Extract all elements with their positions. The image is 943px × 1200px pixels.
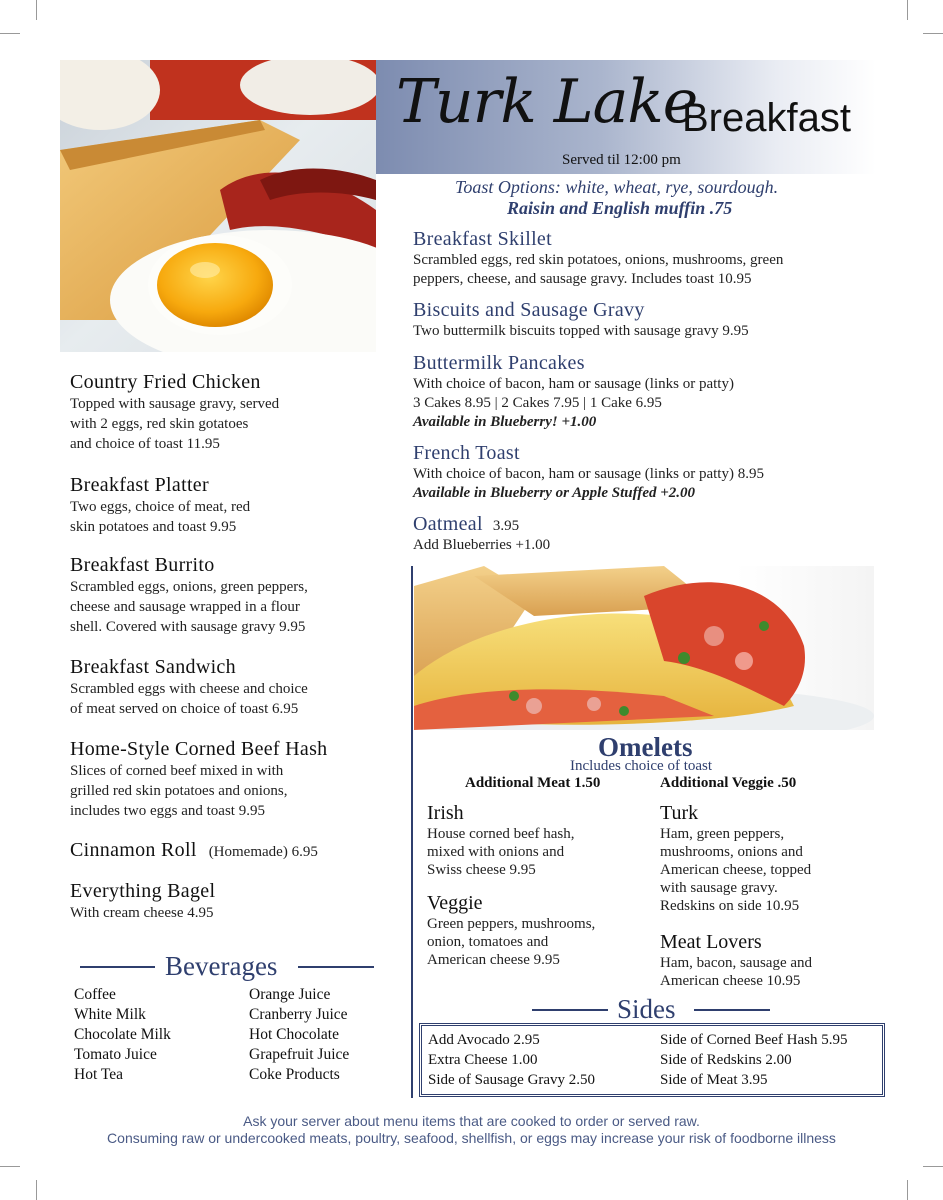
crop-mark [0,33,20,34]
menu-item-french-toast [413,441,873,503]
item-desc: with 2 eggs, red skin gotatoes [70,416,249,432]
item-desc: of meat served on choice of toast 6.95 [70,701,299,717]
item-title: Buttermilk Pancakes [413,352,585,374]
menu-item [70,879,370,923]
menu-item [70,370,370,452]
crop-mark [36,1180,37,1200]
omelet-title: Meat Lovers [660,931,762,953]
beverages-rule-right [298,966,374,968]
item-title: Breakfast Platter [70,474,209,496]
omelet-desc: Swiss cheese 9.95 [427,862,536,878]
crop-mark [36,0,37,20]
beverage-item: Hot Chocolate [249,1026,339,1043]
omelet-desc: Redskins on side 10.95 [660,898,800,914]
omelet-desc: with sausage gravy. [660,880,778,896]
omelet-veggie [427,891,595,969]
sides-heading: Sides [617,994,676,1024]
omelet-desc: mushrooms, onions and [660,844,803,860]
beverage-item: Coke Products [249,1066,340,1083]
item-desc: Two buttermilk biscuits topped with sausage gravy 9.95 [413,323,749,339]
omelet-additional-meat: Additional Meat 1.50 [465,775,601,791]
beverage-item: Orange Juice [249,986,331,1003]
beverage-item: Tomato Juice [74,1046,157,1063]
item-desc: Add Blueberries +1.00 [413,537,551,553]
omelet-desc: mixed with onions and [427,844,565,860]
omelet-turk [660,801,811,915]
omelet-desc: Green peppers, mushrooms, [427,916,596,932]
toast-options: Toast Options: white, wheat, rye, sourdough. [455,177,779,197]
header-title: Breakfast [682,96,851,140]
sides-rule-right [694,1009,770,1011]
beverages-heading: Beverages [165,951,278,981]
item-note: (Homemade) 6.95 [208,844,318,860]
omelet-title: Turk [660,802,699,824]
beverage-item: Coffee [74,986,116,1003]
served-until: Served til 12:00 pm [562,152,681,168]
beverage-item: Grapefruit Juice [249,1046,350,1063]
menu-item-oatmeal [413,512,873,555]
menu-item [70,737,390,821]
omelet-desc: Ham, bacon, sausage and [660,955,813,971]
item-desc: cheese and sausage wrapped in a flour [70,599,300,615]
omelet-title: Veggie [427,892,483,914]
item-title: Breakfast Skillet [413,228,552,250]
menu-item [70,473,370,555]
item-title: Country Fried Chicken [70,371,261,393]
omelet-additional-veggie: Additional Veggie .50 [660,775,797,791]
item-note: Available in Blueberry or Apple Stuffed +2.00 [413,485,696,501]
crop-mark [907,0,908,20]
item-note: Available in Blueberry! +1.00 [413,414,597,430]
beverages-col-1 [74,985,171,1085]
sides-rule-left [532,1009,608,1011]
side-item: Add Avocado 2.95 [428,1032,540,1048]
sides-col-2 [660,1030,847,1090]
menu-item [70,838,390,862]
item-desc: Two eggs, choice of meat, red [70,499,251,515]
crop-mark [0,1166,20,1167]
item-title: Breakfast Burrito [70,554,215,576]
beverages-rule-left [80,966,155,968]
beverage-item: Cranberry Juice [249,1006,348,1023]
header-script-title: Turk Lake [396,67,698,137]
item-title: French Toast [413,442,520,464]
side-item: Side of Sausage Gravy 2.50 [428,1072,596,1088]
sides-col-1 [428,1030,595,1090]
item-price: 3.95 [492,518,520,534]
item-desc: Slices of corned beef mixed in with [70,763,284,779]
omelet-desc: House corned beef hash, [427,826,575,842]
omelet-photo [414,566,874,730]
item-desc: grilled red skin potatoes and onions, [70,783,288,799]
item-title: Oatmeal [413,513,483,535]
menu-item [70,553,370,637]
item-desc: With cream cheese 4.95 [70,905,214,921]
footer-note-2: Consuming raw or undercooked meats, poultry, seafood, shellfish, or eggs may increase your risk of foodborne illness [107,1130,836,1146]
item-desc: includes two eggs and toast 9.95 [70,803,265,819]
item-title: Home-Style Corned Beef Hash [70,738,328,760]
omelet-desc: onion, tomatoes and [427,934,549,950]
item-desc: Topped with sausage gravy, served [70,396,280,412]
raisin-muffin: Raisin and English muffin .75 [507,198,733,218]
beverage-item: White Milk [74,1006,146,1023]
beverage-item: Chocolate Milk [74,1026,171,1043]
omelet-title: Irish [427,802,464,824]
omelet-meat-lovers [660,930,812,990]
item-desc: 3 Cakes 8.95 | 2 Cakes 7.95 | 1 Cake 6.95 [413,395,662,411]
menu-item [70,655,370,719]
omelet-desc: American cheese, topped [660,862,812,878]
item-desc: peppers, cheese, and sausage gravy. Includes toast 10.95 [413,271,752,287]
side-item: Side of Corned Beef Hash 5.95 [660,1032,848,1048]
omelets-heading: Omelets [598,732,693,762]
menu-item-skillet [413,227,873,289]
item-desc: With choice of bacon, ham or sausage (links or patty) [413,376,734,392]
crop-mark [923,1166,943,1167]
left-menu [70,370,370,555]
item-desc: With choice of bacon, ham or sausage (links or patty) 8.95 [413,466,764,482]
beverages-col-2 [249,985,349,1085]
item-desc: and choice of toast 11.95 [70,436,220,452]
omelet-desc: American cheese 10.95 [660,973,801,989]
omelet-desc: Ham, green peppers, [660,826,785,842]
omelet-desc: American cheese 9.95 [427,952,560,968]
item-desc: Scrambled eggs, onions, green peppers, [70,579,308,595]
column-divider [411,566,413,1098]
breakfast-photo [60,60,376,352]
omelet-irish [427,801,574,879]
menu-item-biscuits [413,298,873,341]
side-item: Side of Meat 3.95 [660,1072,768,1088]
item-title: Breakfast Sandwich [70,656,236,678]
crop-mark [907,1180,908,1200]
item-desc: Scrambled eggs with cheese and choice [70,681,308,697]
item-desc: skin potatoes and toast 9.95 [70,519,237,535]
crop-mark [923,33,943,34]
item-title: Biscuits and Sausage Gravy [413,299,645,321]
item-title: Everything Bagel [70,880,216,902]
side-item: Side of Redskins 2.00 [660,1052,792,1068]
menu-item-pancakes [413,351,873,432]
omelets-subheading: Includes choice of toast [570,758,713,774]
footer-note-1: Ask your server about menu items that are cooked to order or served raw. [243,1113,700,1129]
beverage-item: Hot Tea [74,1066,123,1083]
item-desc: Scrambled eggs, red skin potatoes, onions, mushrooms, green [413,252,784,268]
item-title: Cinnamon Roll [70,839,197,861]
side-item: Extra Cheese 1.00 [428,1052,538,1068]
item-desc: shell. Covered with sausage gravy 9.95 [70,619,306,635]
